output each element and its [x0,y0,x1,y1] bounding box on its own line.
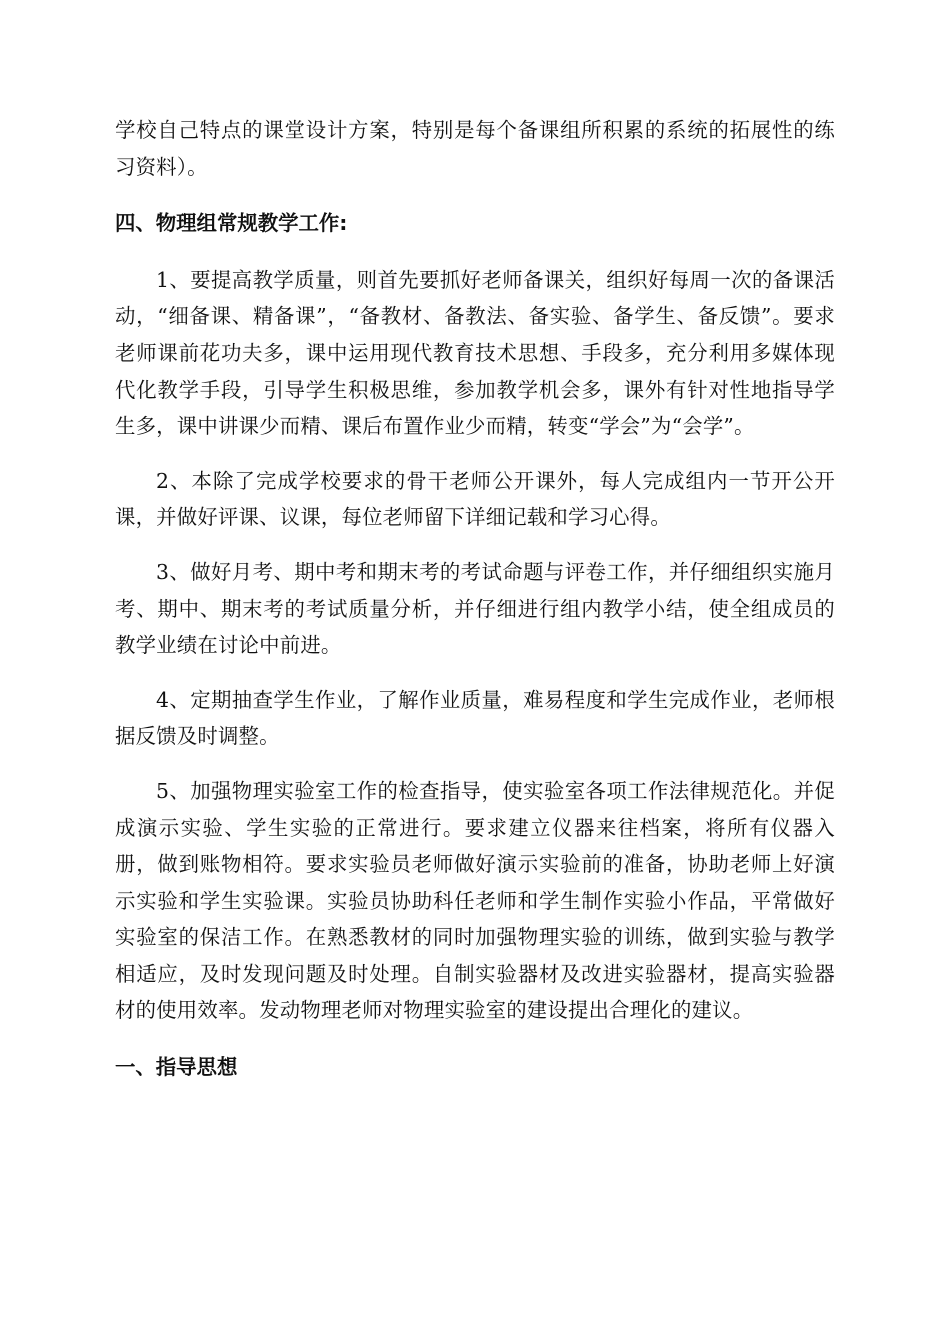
paragraph-item-4: 4、定期抽查学生作业，了解作业质量，难易程度和学生完成作业，老师根据反馈及时调整。 [115,687,835,749]
paragraph-item-1: 1、要提高教学质量，则首先要抓好老师备课关，组织好每周一次的备课活动，“细备课、精备课”，“备教材、备教法、备实验、备学生、备反馈”。要求老师课前花功夫多，课中运用现代教育技术思想、手段多，充分利用多媒体现代化教学手段，引导学生积极思维，参加教学机会多，课外有针对性地指导学生多，课中讲课少而精、课后布置作业少而精，转变“学会”为“会学”。 [115,267,835,439]
paragraph-item-5: 5、加强物理实验室工作的检查指导，使实验室各项工作法律规范化。并促成演示实验、学生实验的正常进行。要求建立仪器来往档案，将所有仪器入册，做到账物相符。要求实验员老师做好演示实验前的准备，协助老师上好演示实验和学生实验课。实验员协助科任老师和学生制作实验小作品，平常做好实验室的保洁工作。在熟悉教材的同时加强物理实验的训练，做到实验与教学相适应，及时发现问题及时处理。自制实验器材及改进实验器材，提高实验器材的使用效率。发动物理老师对物理实验室的建设提出合理化的建议。 [115,778,835,1023]
section-four-heading: 四、物理组常规教学工作: [115,211,348,236]
document-body [115,112,835,1086]
paragraph-item-3: 3、做好月考、期中考和期末考的考试命题与评卷工作，并仔细组织实施月考、期中、期末考的考试质量分析，并仔细进行组内教学小结，使全组成员的教学业绩在讨论中前进。 [115,559,835,658]
paragraph-item-2: 2、本除了完成学校要求的骨干老师公开课外，每人完成组内一节开公开课，并做好评课、议课，每位老师留下详细记载和学习心得。 [115,468,835,530]
intro-paragraph: 学校自己特点的课堂设计方案，特别是每个备课组所积累的系统的拓展性的练习资料）。 [115,118,835,179]
section-one-heading: 一、指导思想 [115,1055,238,1080]
